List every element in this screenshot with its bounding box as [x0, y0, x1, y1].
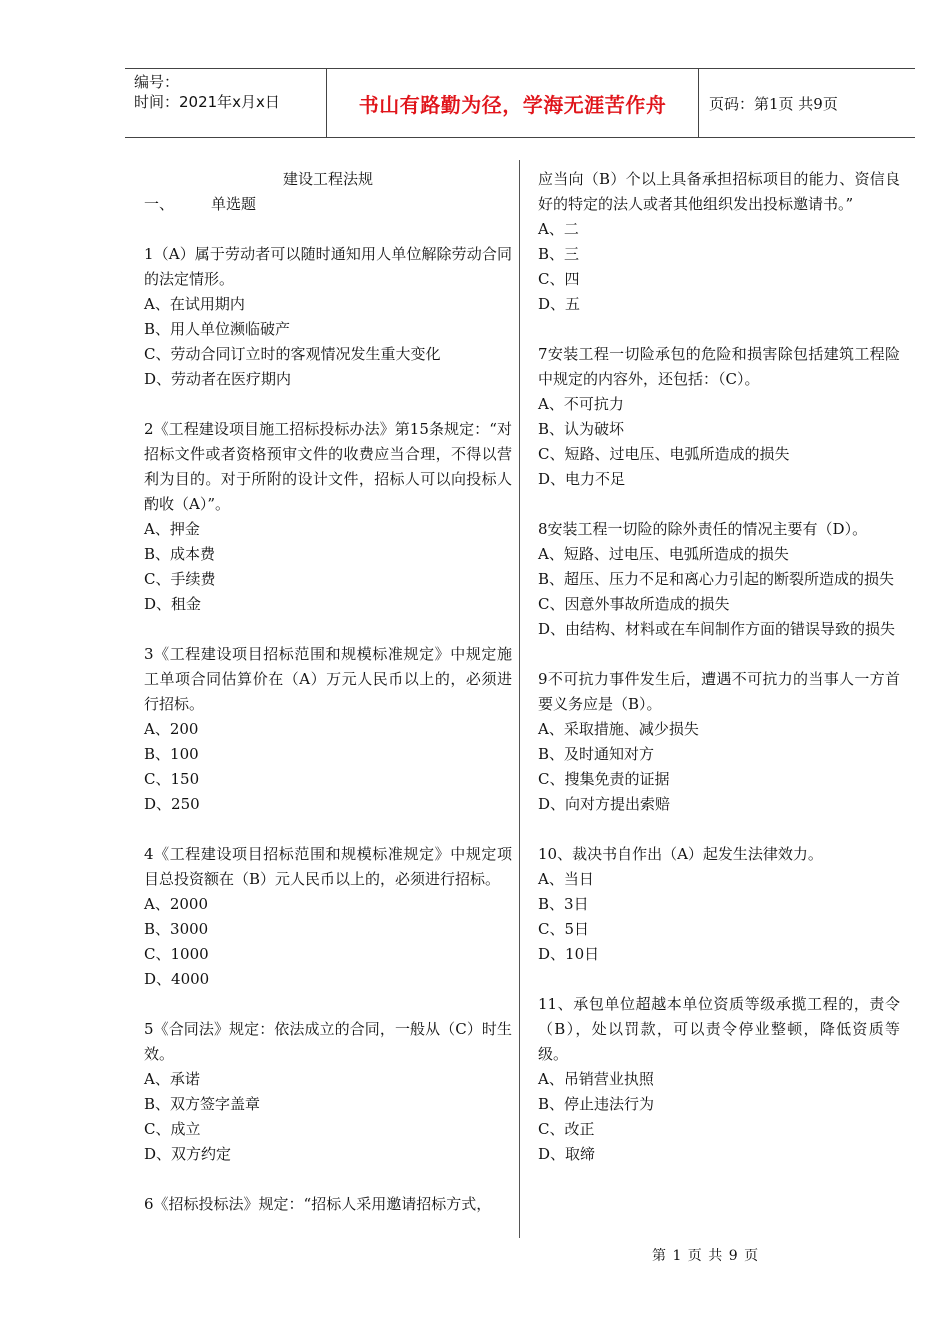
option: C、劳动合同订立时的客观情况发生重大变化 — [144, 345, 441, 363]
option: B、停止违法行为 — [538, 1095, 655, 1113]
question-text: 应当向（B）个以上具备承担招标项目的能力、资信良好的特定的法人或者其他组织发出投标邀请书。” — [538, 170, 900, 213]
option: C、四 — [538, 270, 580, 288]
question-3 — [144, 642, 512, 817]
question-2 — [144, 417, 512, 617]
page-footer: 第 1 页 共 9 页 — [652, 1248, 760, 1264]
option: A、押金 — [144, 520, 200, 538]
question-6-continued — [538, 167, 900, 317]
option: C、短路、过电压、电弧所造成的损失 — [538, 445, 790, 463]
left-column — [144, 167, 512, 1217]
option: B、认为破坏 — [538, 420, 625, 438]
option: A、承诺 — [144, 1070, 200, 1088]
option: D、取缔 — [538, 1145, 596, 1163]
question-6-start: 6《招标投标法》规定：“招标人采用邀请招标方式， — [144, 1195, 492, 1213]
question-text: 9不可抗力事件发生后，遭遇不可抗力的当事人一方首要义务应是（B）。 — [538, 670, 900, 713]
question-4 — [144, 842, 512, 992]
option: B、3日 — [538, 895, 589, 913]
option: C、搜集免责的证据 — [538, 770, 670, 788]
option: C、150 — [144, 770, 200, 788]
question-text: 11、承包单位超越本单位资质等级承揽工程的，责令（B），处以罚款，可以责令停业整顿，降低资质等级。 — [538, 995, 900, 1063]
header-motto: 书山有路勤为径，学海无涯苦作舟 — [327, 69, 699, 137]
option: B、用人单位濒临破产 — [144, 320, 291, 338]
option: C、成立 — [144, 1120, 201, 1138]
option: B、3000 — [144, 920, 209, 938]
question-text: 7安装工程一切险承包的危险和损害除包括建筑工程险中规定的内容外，还包括：（C）。 — [538, 345, 900, 388]
option: A、在试用期内 — [144, 295, 245, 313]
question-10 — [538, 842, 900, 967]
option: C、5日 — [538, 920, 590, 938]
question-8 — [538, 517, 900, 642]
page-header — [125, 68, 915, 138]
question-11 — [538, 992, 900, 1167]
option: D、10日 — [538, 945, 600, 963]
option: B、双方签字盖章 — [144, 1095, 261, 1113]
option: D、由结构、材料或在车间制作方面的错误导致的损失 — [538, 620, 896, 638]
option: B、及时通知对方 — [538, 745, 655, 763]
option: B、三 — [538, 245, 580, 263]
option: C、改正 — [538, 1120, 595, 1138]
question-text: 4《工程建设项目招标范围和规模标准规定》中规定项目总投资额在（B）元人民币以上的，必须进行招标。 — [144, 845, 512, 888]
option: D、五 — [538, 295, 581, 313]
option: D、4000 — [144, 970, 210, 988]
right-column — [538, 167, 900, 1167]
option: A、2000 — [144, 895, 209, 913]
question-text: 2《工程建设项目施工招标投标办法》第15条规定：“对招标文件或者资格预审文件的收费应当合理，不得以营利为目的。对于所附的设计文件，招标人可以向投标人酌收（A）”。 — [144, 420, 512, 513]
question-text: 8安装工程一切险的除外责任的情况主要有（D）。 — [538, 520, 868, 538]
option: A、短路、过电压、电弧所造成的损失 — [538, 545, 789, 563]
column-divider — [519, 160, 520, 1238]
option: A、不可抗力 — [538, 395, 624, 413]
question-text: 5《合同法》规定：依法成立的合同，一般从（C）时生效。 — [144, 1020, 512, 1063]
section-number: 一、 — [144, 195, 175, 213]
question-5 — [144, 1017, 512, 1167]
document-number-label: 编号： — [134, 73, 180, 91]
option: D、电力不足 — [538, 470, 626, 488]
option: A、二 — [538, 220, 579, 238]
option: B、100 — [144, 745, 199, 763]
document-title: 建设工程法规 — [282, 170, 373, 188]
option: C、1000 — [144, 945, 209, 963]
option: A、吊销营业执照 — [538, 1070, 654, 1088]
section-name: 单选题 — [211, 195, 257, 213]
document-time-label: 时间：2021年x月x日 — [134, 93, 280, 111]
option: A、采取措施、减少损失 — [538, 720, 699, 738]
question-7 — [538, 342, 900, 492]
header-page-info: 页码：第1页 共9页 — [709, 94, 838, 113]
question-text: 1（A）属于劳动者可以随时通知用人单位解除劳动合同的法定情形。 — [144, 245, 512, 288]
question-text: 10、裁决书自作出（A）起发生法律效力。 — [538, 845, 823, 863]
question-9 — [538, 667, 900, 817]
option: C、因意外事故所造成的损失 — [538, 595, 730, 613]
option: A、200 — [144, 720, 199, 738]
header-meta — [125, 69, 327, 137]
option: C、手续费 — [144, 570, 216, 588]
option: A、当日 — [538, 870, 594, 888]
option: D、劳动者在医疗期内 — [144, 370, 292, 388]
option: B、超压、压力不足和离心力引起的断裂所造成的损失 — [538, 570, 895, 588]
option: D、向对方提出索赔 — [538, 795, 671, 813]
option: B、成本费 — [144, 545, 216, 563]
option: D、双方约定 — [144, 1145, 232, 1163]
section-heading — [144, 192, 512, 217]
option: D、250 — [144, 795, 200, 813]
question-text: 3《工程建设项目招标范围和规模标准规定》中规定施工单项合同估算价在（A）万元人民币以上的，必须进行招标。 — [144, 645, 512, 713]
question-1 — [144, 242, 512, 392]
option: D、租金 — [144, 595, 202, 613]
